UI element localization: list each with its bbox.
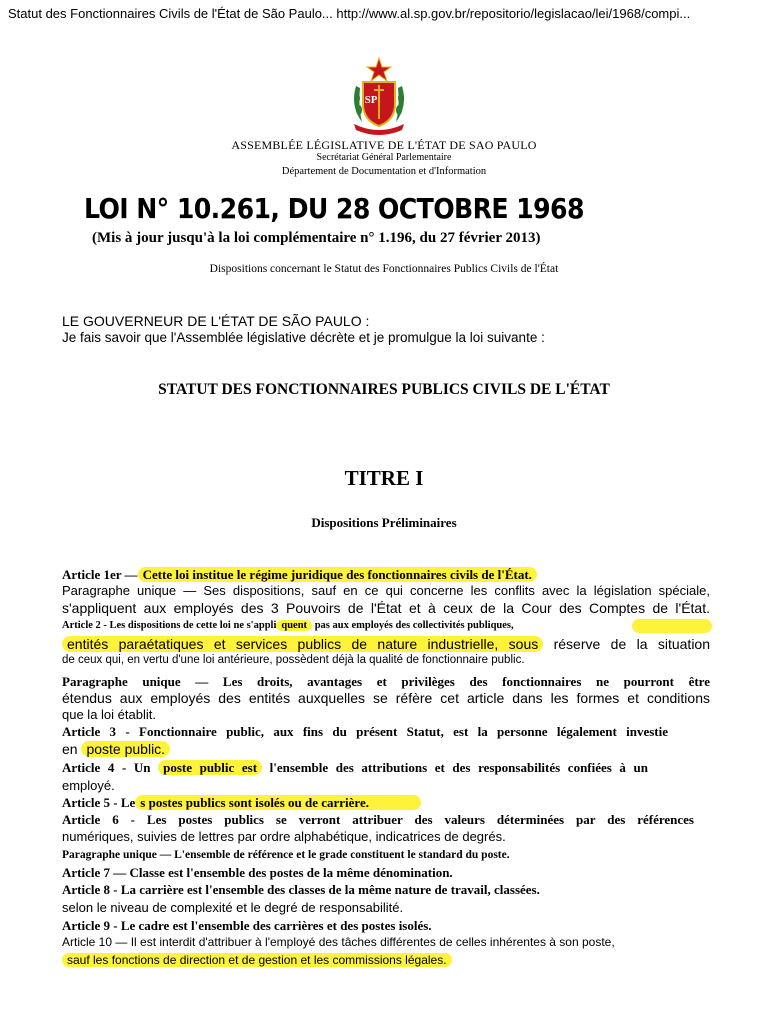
titre-heading: TITRE I <box>344 466 424 490</box>
article-6-paragraph: Paragraphe unique — L'ensemble de référence et le grade constituent le standard du poste. <box>62 849 510 861</box>
article-8-line-2: selon le niveau de complexité et le degré de responsabilité. <box>62 900 404 915</box>
statut-heading: STATUT DES FONCTIONNAIRES PUBLICS CIVILS DE L'ÉTAT <box>158 381 610 398</box>
law-update-note: (Mis à jour jusqu'à la loi complémentaire n° 1.196, du 27 février 2013) <box>92 230 541 246</box>
article-10-line-2: sauf les fonctions de direction et de gestion et les commissions légales. <box>62 953 710 967</box>
paragraph-unique-line-1: Paragraphe unique — Les droits, avantages et privilèges des fonctionnaires ne pourront être <box>62 674 710 689</box>
emblem-letter-s: SP <box>364 94 378 106</box>
article-2-line-2: entités paraétatiques et services publics de nature industrielle, sous réserve de la situation <box>62 636 710 652</box>
article-8-line-1: Article 8 - La carrière est l'ensemble des classes de la même nature de travail, classées. <box>62 882 540 897</box>
article-1-paragraph-line-2: s'appliquent aux employés des 3 Pouvoirs de l'État et à ceux de la Cour des Comptes de l'État. <box>62 600 710 616</box>
article-7: Article 7 — Classe est l'ensemble des postes de la même dénomination. <box>62 865 453 880</box>
article-1-paragraph-line-1: Paragraphe unique — Ses dispositions, sauf en ce qui concerne les conflits avec la législation spéciale, <box>62 583 710 598</box>
law-subject: Dispositions concernant le Statut des Fonctionnaires Publics Civils de l'État <box>209 263 559 275</box>
section-heading: Dispositions Préliminaires <box>311 515 457 530</box>
article-4-line-2: employé. <box>62 778 115 793</box>
paragraph-unique-line-2: étendus aux employés des entités auxquelles se réfère cet article dans les formes et conditions <box>62 690 710 706</box>
article-9: Article 9 - Le cadre est l'ensemble des carrières et des postes isolés. <box>62 918 432 933</box>
assembly-heading: ASSEMBLÉE LÉGISLATIVE DE L'ÉTAT DE SAO PAULO <box>231 138 537 152</box>
article-6-line-1: Article 6 - Les postes publics se verront attribuer des valeurs déterminées par des références <box>62 812 694 827</box>
law-title: LOI N° 10.261, DU 28 OCTOBRE 1968 <box>84 192 584 225</box>
sao-paulo-coat-of-arms-icon <box>348 56 410 136</box>
preamble-governor: LE GOUVERNEUR DE L'ÉTAT DE SÃO PAULO : <box>62 313 370 329</box>
highlight-mark <box>632 619 712 633</box>
article-3-line-1: Article 3 - Fonctionnaire public, aux fins du présent Statut, est la personne légalement investie <box>62 724 668 739</box>
preamble-promulgation: Je fais savoir que l'Assemblée législative décrète et je promulgue la loi suivante : <box>62 330 545 345</box>
department-heading: Département de Documentation et d'Information <box>281 166 487 177</box>
article-2-line-1: Article 2 - Les dispositions de cette loi ne s'appli quent pas aux employés des collectivités publiques, <box>62 620 514 631</box>
article-10-line-1: Article 10 — Il est interdit d'attribuer à l'employé des tâches différentes de celles inhérentes à son poste, <box>62 935 615 949</box>
article-3-line-2: en poste public. <box>62 741 710 757</box>
article-6-line-2: numériques, suivies de lettres par ordre alphabétique, indicatrices de degrés. <box>62 829 506 844</box>
article-5: Article 5 - Le s postes publics sont isolés ou de carrière. <box>62 795 710 811</box>
paragraph-unique-line-3: que la loi établit. <box>62 707 156 722</box>
secretariat-heading: Secrétariat Général Parlementaire <box>316 152 452 163</box>
article-4-line-1: Article 4 - Un poste public est l'ensemble des attributions et des responsabilités confiées à un <box>62 760 648 775</box>
article-1: Article 1er — Cette loi institue le régime juridique des fonctionnaires civils de l'État. <box>62 567 710 583</box>
page-title-bar: Statut des Fonctionnaires Civils de l'État de São Paulo... http://www.al.sp.gov.br/repositorio/legislacao/lei/1968/compi... <box>8 6 691 21</box>
article-2-line-3: de ceux qui, en vertu d'une loi antérieure, possèdent déjà la qualité de fonctionnaire public. <box>62 654 525 666</box>
